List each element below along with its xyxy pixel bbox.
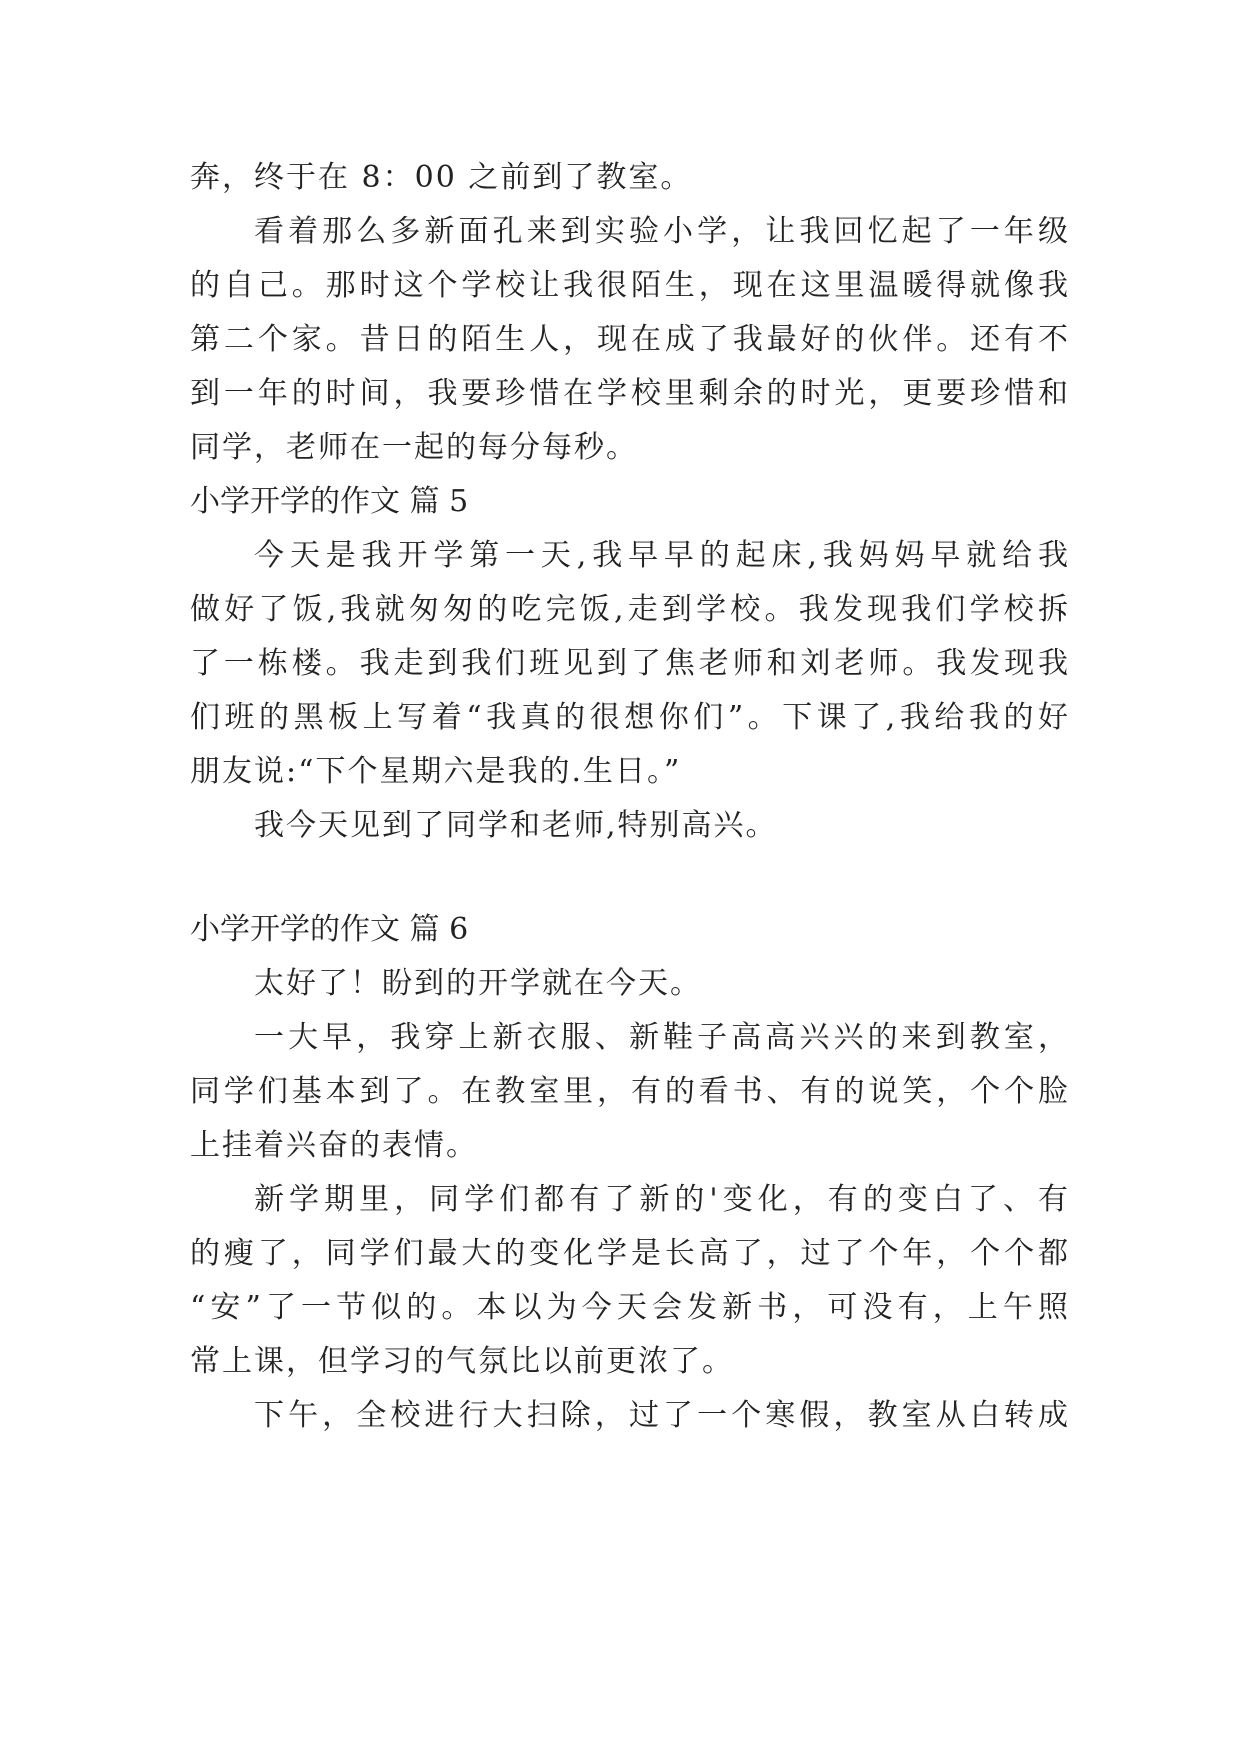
paragraph-line: “安”了一节似的。本以为今天会发新书，可没有，上午照 [190,1290,1070,1325]
paragraph-line: 第二个家。昔日的陌生人，现在成了我最好的伙伴。还有不 [190,322,1070,357]
paragraph-line: 同学们基本到了。在教室里，有的看书、有的说笑，个个脸 [190,1074,1070,1109]
paragraph-line: 做好了饭,我就匆匆的吃完饭,走到学校。我发现我们学校拆 [190,592,1070,627]
paragraph-line: 我今天见到了同学和老师,特别高兴。 [254,808,778,843]
paragraph-line: 新学期里，同学们都有了新的'变化，有的变白了、有 [254,1182,1070,1217]
paragraph-line: 常上课，但学习的气氛比以前更浓了。 [190,1344,734,1379]
paragraph-line: 的瘦了，同学们最大的变化学是长高了，过了个年，个个都 [190,1236,1070,1271]
section-heading-6: 小学开学的作文 篇 6 [190,912,469,947]
paragraph-line: 朋友说:“下个星期六是我的.生日。” [190,754,682,789]
section-heading-5: 小学开学的作文 篇 5 [190,484,469,519]
paragraph-line: 看着那么多新面孔来到实验小学，让我回忆起了一年级 [254,214,1070,249]
paragraph-line: 下午，全校进行大扫除，过了一个寒假，教室从白转成 [254,1398,1070,1433]
paragraph-line: 到一年的时间，我要珍惜在学校里剩余的时光，更要珍惜和 [190,376,1070,411]
paragraph-line: 一大早，我穿上新衣服、新鞋子高高兴兴的来到教室， [254,1020,1070,1055]
paragraph-line: 上挂着兴奋的表情。 [190,1128,478,1163]
paragraph-line: 的自己。那时这个学校让我很陌生，现在这里温暖得就像我 [190,268,1070,303]
paragraph-line: 同学，老师在一起的每分每秒。 [190,430,638,465]
paragraph-line: 太好了！盼到的开学就在今天。 [254,966,702,1001]
paragraph-line: 今天是我开学第一天,我早早的起床,我妈妈早就给我 [254,538,1070,573]
paragraph-line: 们班的黑板上写着“我真的很想你们”。下课了,我给我的好 [190,700,1070,735]
paragraph-line: 了一栋楼。我走到我们班见到了焦老师和刘老师。我发现我 [190,646,1070,681]
paragraph-line: 奔，终于在 8：00 之前到了教室。 [190,160,693,195]
